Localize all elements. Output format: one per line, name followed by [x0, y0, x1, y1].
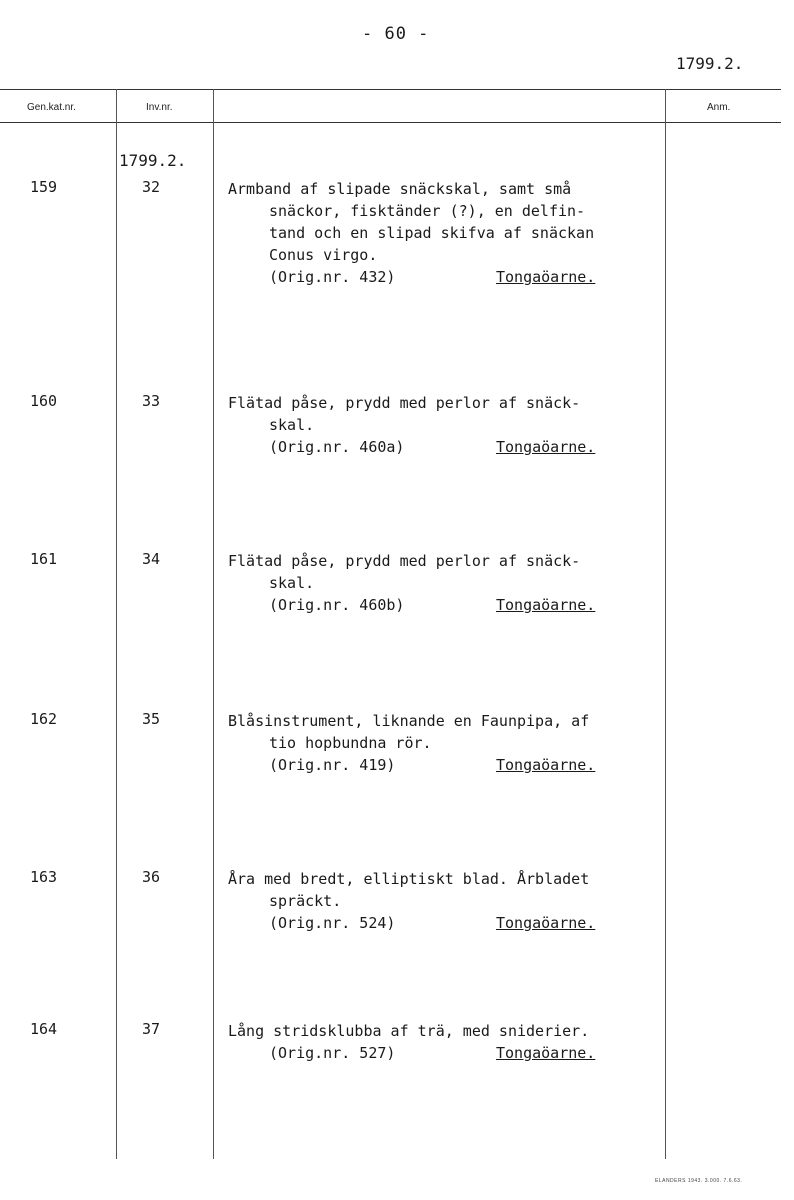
- entry-description: [228, 868, 658, 934]
- inv-number: 33: [142, 392, 161, 410]
- origin-row: [228, 912, 658, 934]
- description-line: tand och en slipad skifva af snäckan: [269, 224, 595, 242]
- description-line: Flätad påse, prydd med perlor af snäck-: [228, 552, 581, 570]
- page-number: - 60 -: [362, 24, 430, 44]
- column-divider-desc-anm: [665, 89, 666, 1159]
- entry-description: [228, 550, 658, 616]
- original-number: (Orig.nr. 460a): [269, 438, 405, 456]
- origin-row: [228, 266, 658, 288]
- column-divider-inv-desc: [213, 89, 214, 1159]
- description-line: Lång stridsklubba af trä, med sniderier.: [228, 1022, 590, 1040]
- description-line: snäckor, fisktänder (?), en delfin-: [269, 202, 586, 220]
- entry-description: [228, 710, 658, 776]
- description-line: spräckt.: [269, 892, 342, 910]
- location: Tongaöarne.: [496, 1044, 596, 1062]
- gen-kat-number: 164: [30, 1020, 58, 1038]
- gen-kat-number: 159: [30, 178, 58, 196]
- inv-number: 32: [142, 178, 161, 196]
- origin-row: [228, 436, 658, 458]
- header-top-rule: [0, 89, 781, 90]
- column-header-gen-kat-nr: Gen.kat.nr.: [27, 102, 76, 113]
- inv-number: 34: [142, 550, 161, 568]
- gen-kat-number: 160: [30, 392, 58, 410]
- description-line: skal.: [269, 574, 315, 592]
- original-number: (Orig.nr. 524): [269, 914, 396, 932]
- location: Tongaöarne.: [496, 756, 596, 774]
- entry-description: [228, 392, 658, 458]
- location: Tongaöarne.: [496, 268, 596, 286]
- inv-number: 37: [142, 1020, 161, 1038]
- location: Tongaöarne.: [496, 914, 596, 932]
- description-line: Armband af slipade snäckskal, samt små: [228, 180, 572, 198]
- origin-row: [228, 594, 658, 616]
- inventory-series: 1799.2.: [119, 151, 187, 170]
- original-number: (Orig.nr. 460b): [269, 596, 405, 614]
- printer-imprint: ELANDERS 1943. 3.000. 7.6.63.: [655, 1178, 743, 1184]
- catalog-reference: 1799.2.: [676, 54, 744, 73]
- description-line: Flätad påse, prydd med perlor af snäck-: [228, 394, 581, 412]
- column-header-anm: Anm.: [707, 102, 731, 113]
- original-number: (Orig.nr. 527): [269, 1044, 396, 1062]
- description-line: skal.: [269, 416, 315, 434]
- gen-kat-number: 161: [30, 550, 58, 568]
- gen-kat-number: 163: [30, 868, 58, 886]
- entry-description: [228, 178, 658, 288]
- column-divider-gen-inv: [116, 89, 117, 1159]
- description-line: tio hopbundna rör.: [269, 734, 432, 752]
- original-number: (Orig.nr. 419): [269, 756, 396, 774]
- description-line: Conus virgo.: [269, 246, 378, 264]
- description-line: Åra med bredt, elliptiskt blad. Årbladet: [228, 870, 590, 888]
- original-number: (Orig.nr. 432): [269, 268, 396, 286]
- origin-row: [228, 1042, 658, 1064]
- location: Tongaöarne.: [496, 596, 596, 614]
- description-line: Blåsinstrument, liknande en Faunpipa, af: [228, 712, 590, 730]
- inv-number: 35: [142, 710, 161, 728]
- origin-row: [228, 754, 658, 776]
- gen-kat-number: 162: [30, 710, 58, 728]
- header-bottom-rule: [0, 122, 781, 123]
- column-header-inv-nr: Inv.nr.: [146, 102, 173, 113]
- location: Tongaöarne.: [496, 438, 596, 456]
- entry-description: [228, 1020, 658, 1064]
- inv-number: 36: [142, 868, 161, 886]
